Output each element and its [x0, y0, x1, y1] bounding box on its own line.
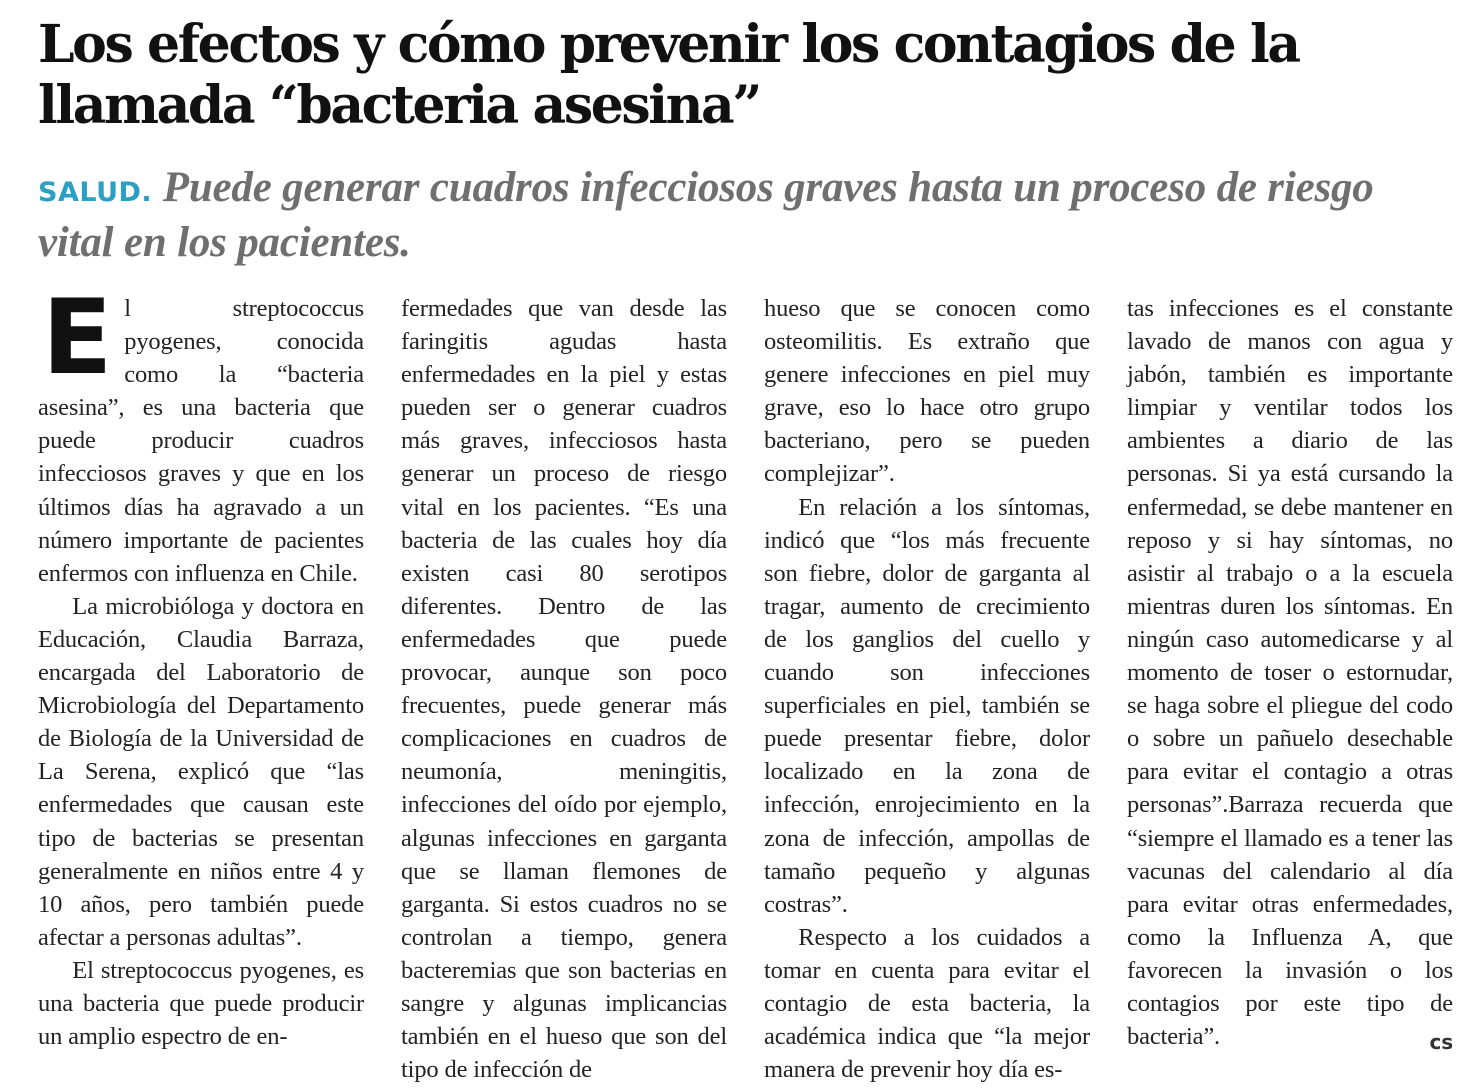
column-2-paragraph-1: fermedades que van desde las faringitis agudas hasta enfermedades en la piel y estas pueden ser o generar cuadros más graves, infecciosos hasta generar un proceso de riesgo vital en los pacientes. “Es una bacteria de las cuales hoy día existen casi 80 serotipos diferentes. Dentro de las enfermedades que puede provocar, aunque son poco frecuentes, puede generar más complicaciones en cuadros de neumonía, meningitis, infecciones del oído por ejemplo, algunas infecciones en garganta que se llaman flemones de garganta. Si estos cuadros no se controlan a tiempo, genera bacteremias que son bacterias en sangre y algunas implicancias también en el hueso que son del tipo de infección de	[401, 295, 727, 1084]
drop-cap: E	[42, 278, 113, 398]
column-3-paragraph-1: hueso que se conocen como osteomilitis. Es extraño que genere infecciones en piel muy grave, eso lo hace otro grupo bacteriano, pero se pueden complejizar”.	[764, 295, 1090, 488]
column-1-paragraph-3: El streptococcus pyogenes, es una bacteria que puede producir un amplio espectro de en-	[38, 956, 364, 1051]
article-column-3	[764, 292, 1090, 1084]
column-1-paragraph-1-text: l streptococcus pyogenes, conocida como la “bacteria asesina”, es una bacteria que puede producir cuadros infecciosos graves y que en los últimos días ha agravado a un número importante de pacientes enfermos con influenza en Chile.	[38, 295, 364, 587]
article-column-2	[401, 292, 727, 1084]
column-1-paragraph-2: La microbióloga y doctora en Educación, Claudia Barraza, encargada del Laboratorio de Microbiología del Departamento de Biología de la Universidad de La Serena, explicó que “las enfermedades que causan este tipo de bacterias se presentan generalmente en niños entre 4 y 10 años, pero también puede afectar a personas adultas”.	[38, 592, 364, 951]
headline: Los efectos y cómo prevenir los contagios de la llamada “bacteria asesina”	[38, 14, 1299, 136]
column-1-paragraph-1	[38, 278, 364, 590]
column-4-paragraph-1	[1127, 292, 1453, 1053]
column-3-paragraph-2: En relación a los síntomas, indicó que “los más frecuente son fiebre, dolor de garganta al tragar, aumento de crecimiento de los ganglios del cuello y cuando son infecciones superficiales en piel, también se puede presentar fiebre, dolor localizado en la zona de infección, enrojecimiento en la zona de infección, ampollas de tamaño pequeño y algunas costras”.	[764, 493, 1090, 918]
section-kicker: SALUD.	[38, 177, 153, 208]
column-4-paragraph-1-text: tas infecciones es el constante lavado de manos con agua y jabón, también es importante limpiar y ventilar todos los ambientes a diario de las personas. Si ya está cursando la enfermedad, se debe mantener en reposo y si hay síntomas, no asistir al trabajo o a la escuela mientras duren los síntomas. En ningún caso automedicarse y al momento de toser o estornudar, se haga sobre el pliegue del codo o sobre un pañuelo desechable para evitar el contagio a otras personas”.Barraza recuerda que “siempre el llamado es a tener las vacunas del calendario al día para evitar otras enfermedades, como la Influenza A, que favorecen la invasión o los contagios por este tipo de bacteria”.	[1127, 295, 1453, 1051]
end-of-article-mark: cs	[1429, 1030, 1453, 1055]
article-column-1	[38, 278, 364, 1067]
column-3-paragraph-3: Respecto a los cuidados a tomar en cuenta para evitar el contagio de esta bacteria, la académica indica que “la mejor manera de prevenir hoy día es-	[764, 923, 1090, 1084]
article-column-4	[1127, 292, 1453, 1067]
deck	[38, 163, 1458, 268]
deck-text: Puede generar cuadros infecciosos graves hasta un proceso de riesgo vital en los pacientes.	[38, 164, 1374, 266]
